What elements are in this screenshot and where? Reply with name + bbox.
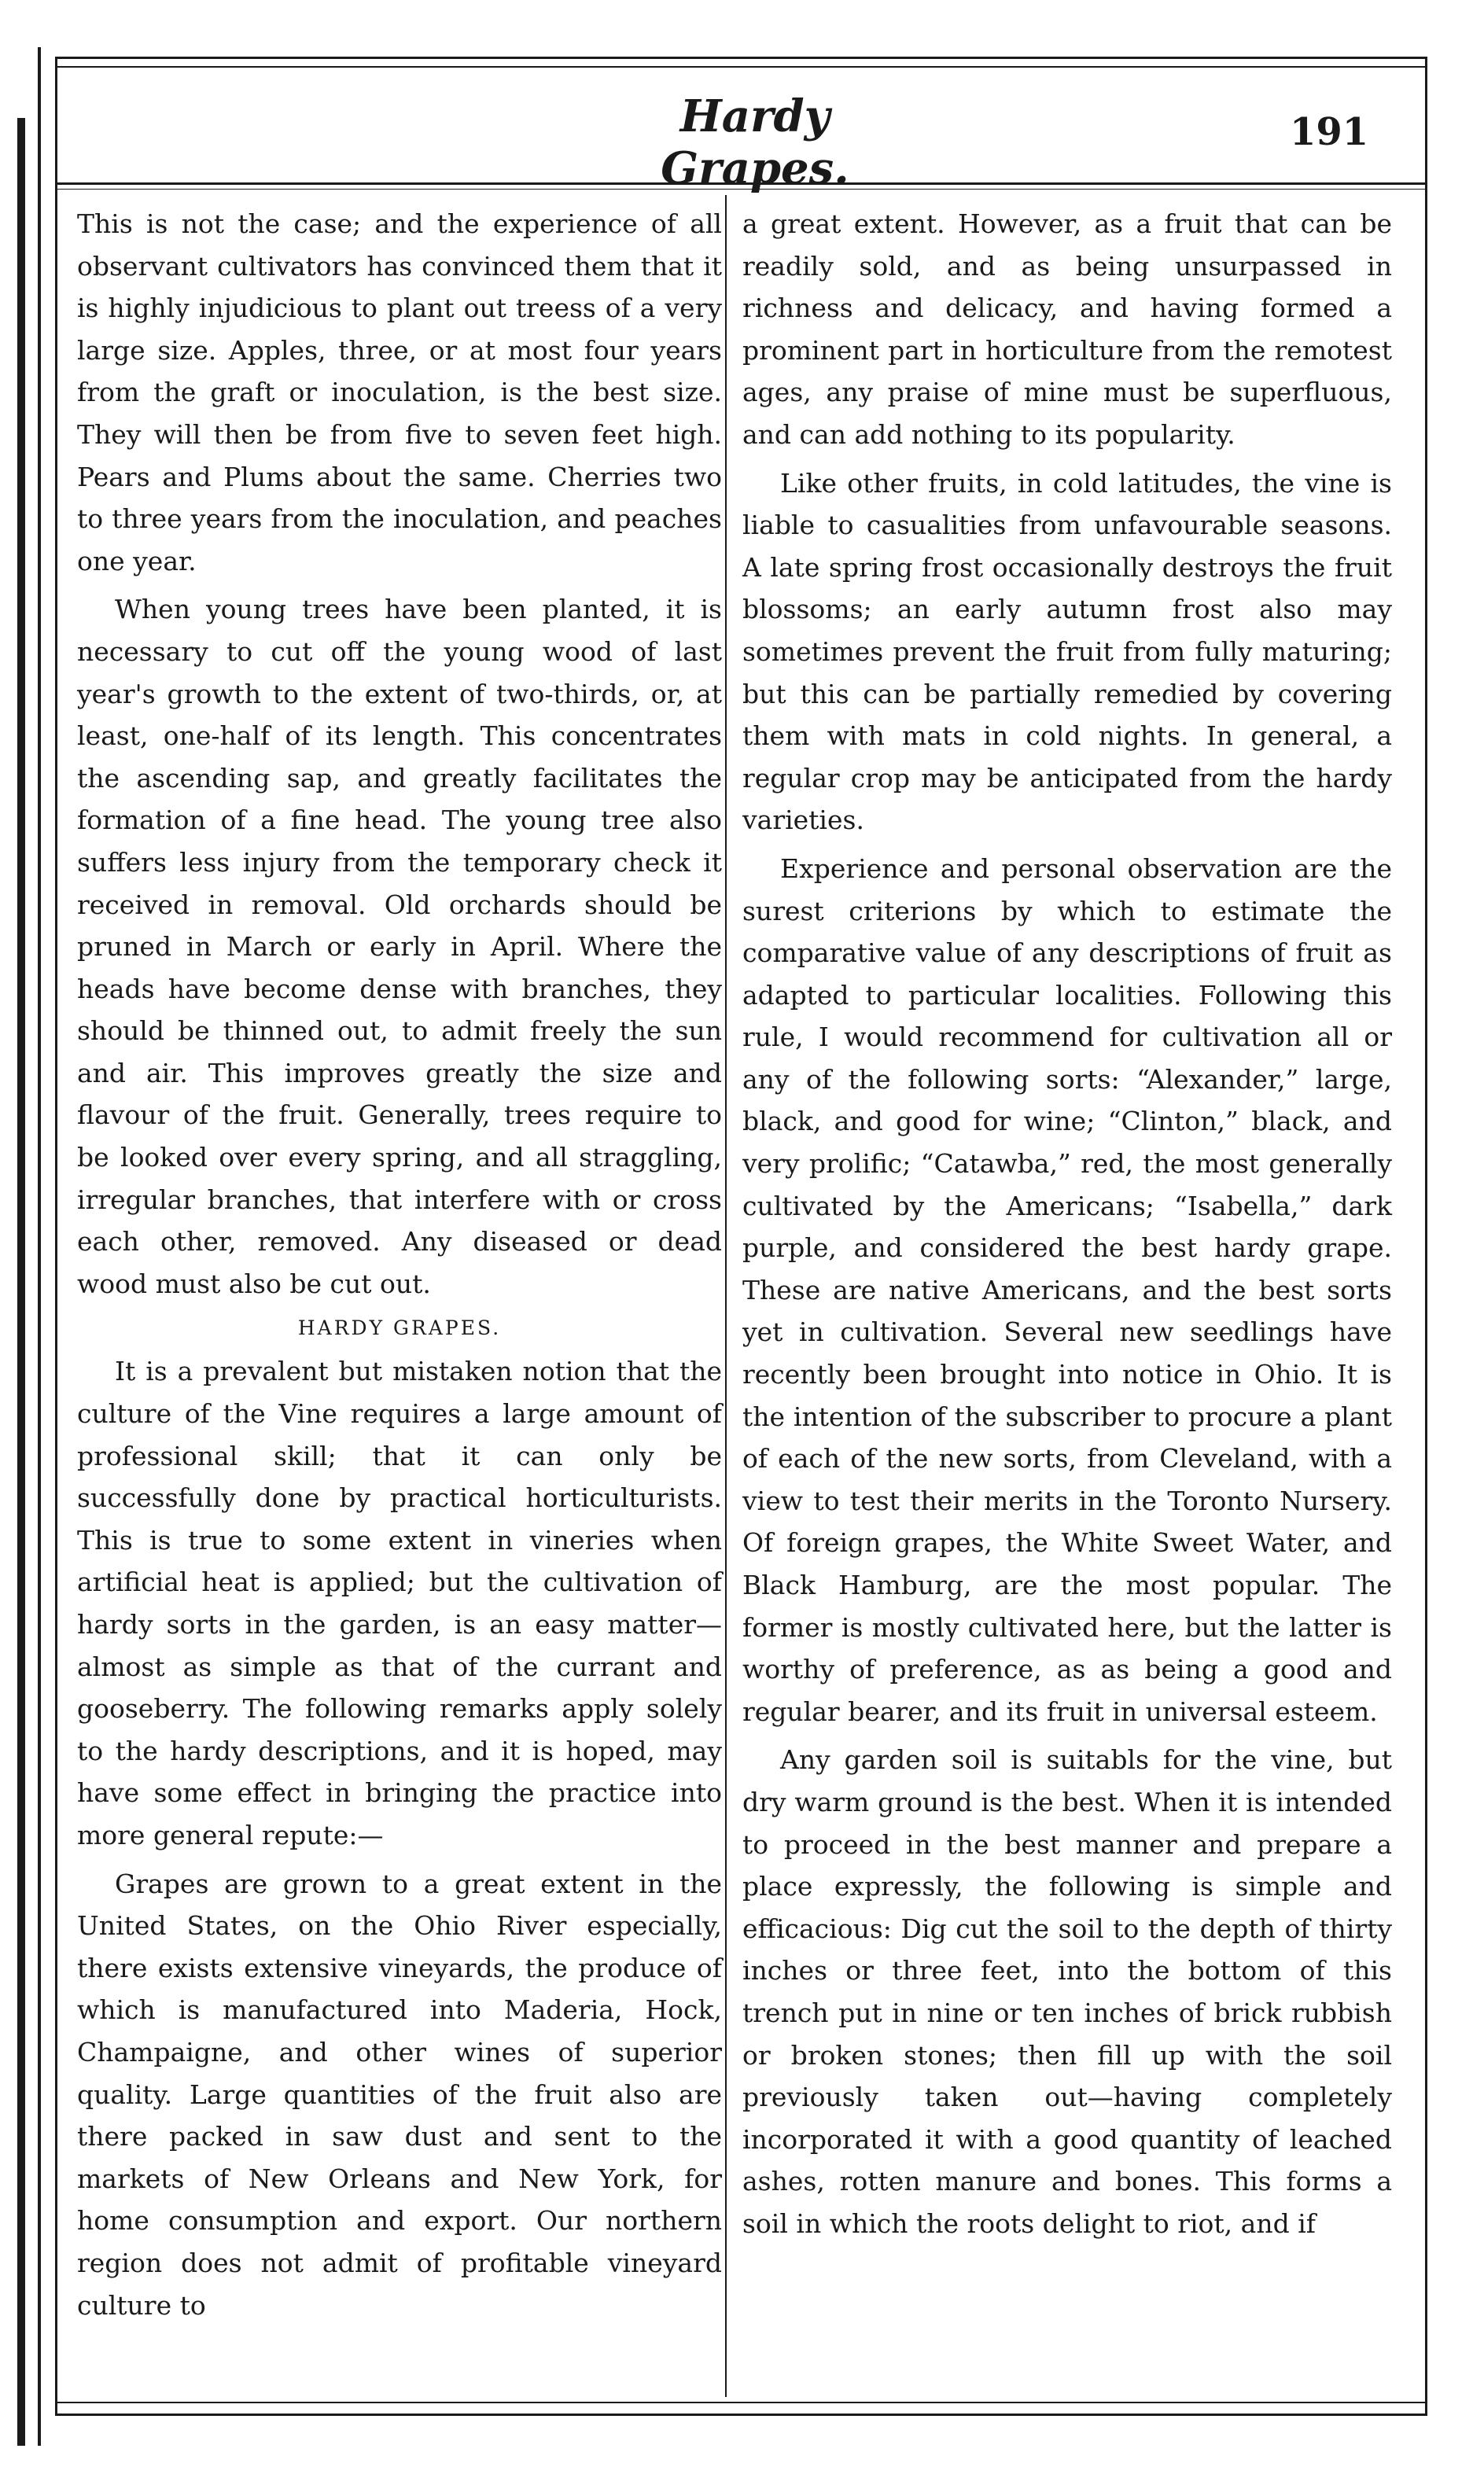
paragraph: Like other fruits, in cold latitudes, the vine is liable to casualities from unfavourable seasons. A late spring frost occasionally destroys the fruit blossoms; an early autumn frost also may sometimes prevent the fruit from fully maturing; but this can be partially remedied by covering them with mats in cold nights. In general, a regular crop may be anticipated from the hardy varieties.	[742, 467, 1392, 836]
page-number: 191	[1290, 110, 1369, 154]
bottom-rule	[55, 2402, 1427, 2403]
paragraph: Any garden soil is suitabls for the vine, but dry warm ground is the best. When it is intended to proceed in the best manner and prepare a place expressly, the following is simple and efficacious: Dig cut the soil to the depth of thirty inches or three feet, into the bottom of this trench put in nine or ten inches of brick rubbish or broken stones; then fill up with the soil previously taken out—having completely incorporated it with a good quantity of leached ashes, rotten manure and bones. This forms a soil in which the roots delight to riot, and if	[742, 1744, 1392, 2239]
paragraph: When young trees have been planted, it is necessary to cut off the young wood of last year's growth to the extent of two-thirds, or, at least, one-half of its length. This concentrates the ascending sap, and greatly facilitates the formation of a fine head. The young tree also suffers less injury from the temporary check it received in removal. Old orchards should be pruned in March or early in April. Where the heads have become dense with branches, they should be thinned out, to admit freely the sun and air. This improves greatly the size and flavour of the fruit. Generally, trees require to be looked over every spring, and all straggling, irregular branches, that interfere with or cross each other, removed. Any diseased or dead wood must also be cut out.	[77, 594, 722, 1299]
margin-rule-outer	[17, 118, 25, 2446]
running-title: Hardy Grapes.	[661, 90, 849, 194]
frame-top-rule	[55, 66, 1427, 68]
section-heading: HARDY GRAPES.	[297, 1316, 502, 1340]
left-column	[77, 203, 722, 2333]
right-column	[742, 203, 1392, 2252]
paragraph: a great extent. However, as a fruit that can be readily sold, and as being unsurpassed in richness and delicacy, and having formed a prominent part in horticulture from the remotest ages, any praise of mine must be superfluous, and can add nothing to its popularity.	[742, 208, 1392, 450]
paragraph: It is a prevalent but mistaken notion that the culture of the Vine requires a large amount of professional skill; that it can only be successfully done by practical horticulturists. This is true to some extent in vineries when artificial heat is applied; but the cultivation of hardy sorts in the garden, is an easy matter—almost as simple as that of the currant and gooseberry. The following remarks apply solely to the hardy descriptions, and it is hoped, may have some effect in bringing the practice into more general repute:—	[77, 1356, 722, 1850]
paragraph: This is not the case; and the experience of all observant cultivators has convinced them that it is highly injudicious to plant out treess of a very large size. Apples, three, or at most four years from the graft or inoculation, is the best size. They will then be from five to seven feet high. Pears and Plums about the same. Cherries two to three years from the inoculation, and peaches one year.	[77, 208, 722, 576]
column-divider	[725, 195, 727, 2397]
paragraph: Experience and personal observation are the surest criterions by which to estimate the comparative value of any descriptions of fruit as adapted to particular localities. Following this rule, I would recommend for cultivation all or any of the following sorts: “Alexander,” large, black, and good for wine; “Clinton,” black, and very prolific; “Catawba,” red, the most generally cultivated by the Americans; “Isabella,” dark purple, and considered the best hardy grape. These are native Americans, and the best sorts yet in cultivation. Several new seedlings have recently been brought into notice in Ohio. It is the intention of the subscriber to procure a plant of each of the new sorts, from Cleveland, with a view to test their merits in the Toronto Nursery. Of foreign grapes, the White Sweet Water, and Black Hamburg, are the most popular. The former is mostly cultivated here, but the latter is worthy of preference, as as being a good and regular bearer, and its fruit in universal esteem.	[742, 852, 1392, 1727]
margin-rule-inner	[38, 47, 41, 2446]
paragraph: Grapes are grown to a great extent in the United States, on the Ohio River especially, there exists extensive vineyards, the produce of which is manufactured into Maderia, Hock, Champaigne, and other wines of superior quality. Large quantities of the fruit also are there packed in saw dust and sent to the markets of New Orleans and New York, for home consumption and export. Our northern region does not admit of profitable vineyard culture to	[77, 1868, 722, 2321]
